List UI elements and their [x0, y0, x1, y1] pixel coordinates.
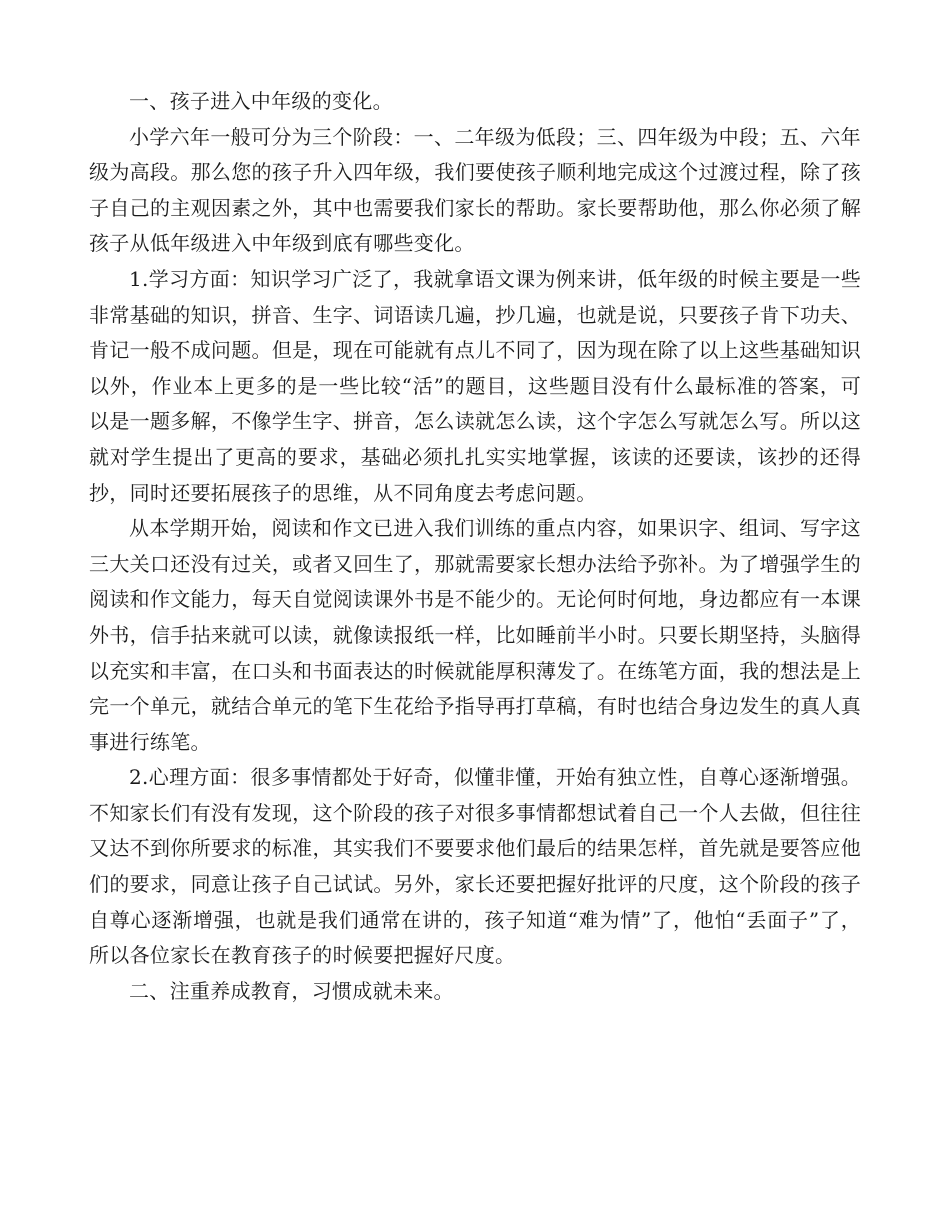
section-heading-2: 二、注重养成教育，习惯成就未来。: [129, 978, 454, 1003]
reading-writing-paragraph: 从本学期开始，阅读和作文已进入我们训练的重点内容，如果识字、组词、写字这三大关口还没有过关，或者又回生了，那就需要家长想办法给予弥补。为了增强学生的阅读和作文能力，每天自觉阅读课外书是不能少的。无论何时何地，身边都应有一本课外书，信手拈来就可以读，就像读报纸一样，比如睡前半小时。只要长期坚持，头脑得以充实和丰富，在口头和书面表达的时候就能厚积薄发了。在练笔方面，我的想法是上完一个单元，就结合单元的笔下生花给予指导再打草稿，有时也结合身边发生的真人真事进行练笔。: [89, 516, 861, 754]
psychology-aspect-paragraph: 2.心理方面：很多事情都处于好奇，似懂非懂，开始有独立性，自尊心逐渐增强。不知家长们有没有发现，这个阶段的孩子对很多事情都想试着自己一个人去做，但往往又达不到你所要求的标准，其实我们不要要求他们最后的结果怎样，首先就是要答应他们的要求，同意让孩子自己试试。另外，家长还要把握好批评的尺度，这个阶段的孩子自尊心逐渐增强，也就是我们通常在讲的，孩子知道“难为情”了，他怕“丢面子”了，所以各位家长在教育孩子的时候要把握好尺度。: [89, 765, 861, 968]
document-page: [89, 84, 861, 1009]
intro-paragraph: 小学六年一般可分为三个阶段：一、二年级为低段；三、四年级为中段；五、六年级为高段。那么您的孩子升入四年级，我们要使孩子顺利地完成这个过渡过程，除了孩子自己的主观因素之外，其中也需要我们家长的帮助。家长要帮助他，那么你必须了解孩子从低年级进入中年级到底有哪些变化。: [89, 124, 861, 256]
study-aspect-paragraph: 1.学习方面：知识学习广泛了，我就拿语文课为例来讲，低年级的时候主要是一些非常基础的知识，拼音、生字、词语读几遍，抄几遍，也就是说，只要孩子肯下功夫、肯记一般不成问题。但是，现在可能就有点儿不同了，因为现在除了以上这些基础知识以外，作业本上更多的是一些比较“活”的题目，这些题目没有什么最标准的答案，可以是一题多解，不像学生字、拼音，怎么读就怎么读，这个字怎么写就怎么写。所以这就对学生提出了更高的要求，基础必须扎扎实实地掌握，该读的还要读，该抄的还得抄，同时还要拓展孩子的思维，从不同角度去考虑问题。: [89, 266, 861, 505]
section-heading-1: 一、孩子进入中年级的变化。: [129, 89, 393, 113]
